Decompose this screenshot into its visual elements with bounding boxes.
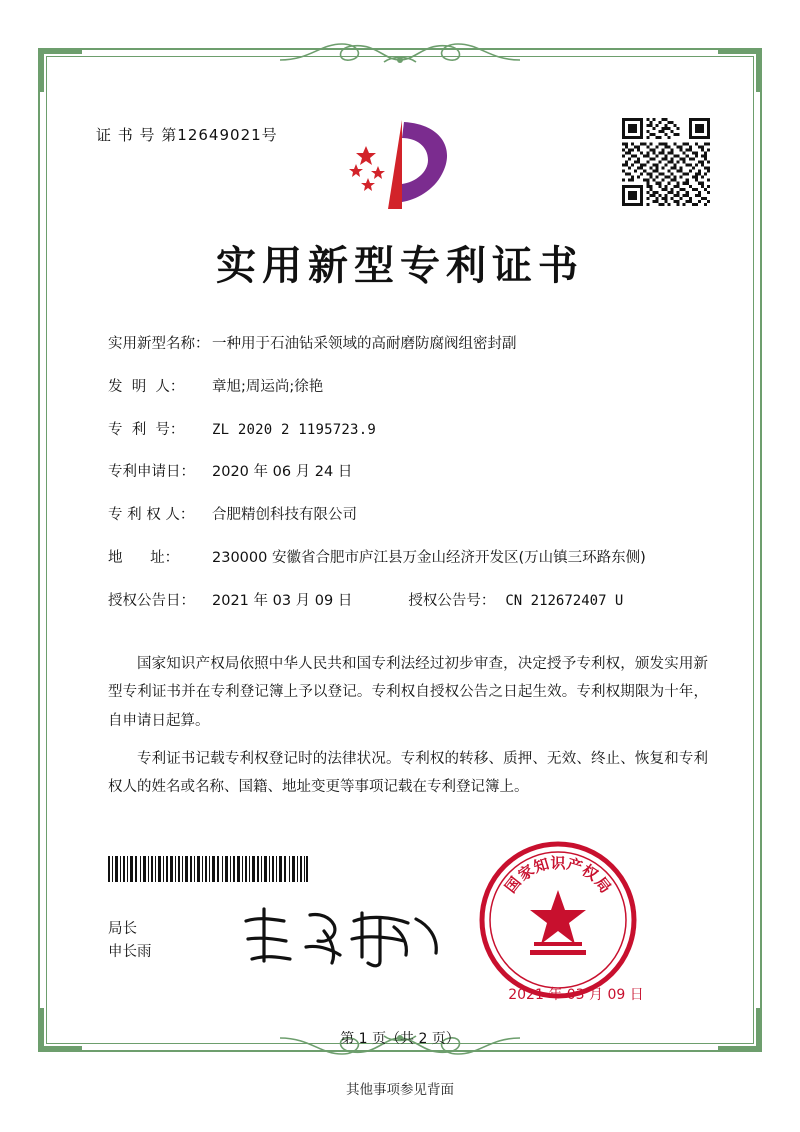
field-label: 专 利 权 人： <box>108 507 195 523</box>
field-row-inventors <box>108 377 708 399</box>
field-row-patent-number <box>108 420 708 442</box>
page-title: 实用新型专利证书 <box>216 243 584 289</box>
field-value-grant-number: CN 212672407 U <box>505 592 624 609</box>
legal-text-block <box>108 650 708 811</box>
field-label-grant-number: 授权公告号： <box>408 592 496 609</box>
field-value: 合肥精创科技有限公司 <box>212 507 357 523</box>
svg-text:家: 家 <box>514 861 538 885</box>
svg-text:国: 国 <box>501 873 525 897</box>
director-label: 局长 <box>108 921 137 937</box>
patent-office-emblem-icon <box>344 114 459 219</box>
field-label: 发 明 人： <box>108 378 185 395</box>
field-row-utility-model-name <box>108 334 708 356</box>
barcode-icon <box>108 856 308 882</box>
certificate-number: 证 书 号 第12649021号 <box>96 126 278 144</box>
svg-text:权: 权 <box>578 861 602 885</box>
field-value: 230000 安徽省合肥市庐江县万金山经济开发区(万山镇三环路东侧) <box>212 549 646 566</box>
footnote: 其他事项参见背面 <box>346 1082 454 1098</box>
field-value-grant-date: 2021 年 03 月 09 日 <box>212 592 353 609</box>
legal-paragraph-1: 国家知识产权局依照中华人民共和国专利法经过初步审查，决定授予专利权，颁发实用新型专利证书并在专利登记簿上予以登记。专利权自授权公告之日起生效。专利权期限为十年，自申请日起算。 <box>108 656 708 729</box>
svg-text:局: 局 <box>591 873 615 897</box>
svg-text:知: 知 <box>531 854 552 877</box>
qr-code-icon <box>622 118 710 206</box>
field-row-patentee <box>108 505 708 527</box>
svg-text:产: 产 <box>564 854 585 877</box>
page-indicator: 第 1 页（共 2 页） <box>340 1031 460 1047</box>
handwritten-signature-icon <box>236 901 451 971</box>
field-label-grant-date: 授权公告日： <box>108 592 195 609</box>
field-value: 一种用于石油钻采领域的高耐磨防腐阀组密封副 <box>212 336 517 352</box>
patent-fields <box>108 334 708 633</box>
field-label: 实用新型名称： <box>108 336 210 352</box>
field-value: 2020 年 06 月 24 日 <box>212 464 353 481</box>
field-label: 专利申请日： <box>108 464 195 481</box>
field-row-address <box>108 548 708 570</box>
field-label: 专 利 号： <box>108 421 185 438</box>
seal-date: 2021 年 03 月 09 日 <box>508 987 644 1003</box>
field-value: ZL 2020 2 1195723.9 <box>212 421 376 438</box>
director-name: 申长雨 <box>108 944 152 961</box>
field-row-grant-announcement <box>108 591 708 613</box>
official-red-seal-icon <box>476 838 641 1003</box>
svg-text:识: 识 <box>550 854 566 872</box>
field-value: 章旭;周运尚;徐艳 <box>212 378 324 395</box>
field-label: 地 址： <box>108 549 180 566</box>
certificate-content <box>46 56 754 1047</box>
legal-paragraph-2: 专利证书记载专利权登记时的法律状况。专利权的转移、质押、无效、终止、恢复和专利权人的姓名或名称、国籍、地址变更等事项记载在专利登记簿上。 <box>108 750 708 796</box>
field-row-application-date <box>108 462 708 484</box>
director-block <box>108 918 152 964</box>
